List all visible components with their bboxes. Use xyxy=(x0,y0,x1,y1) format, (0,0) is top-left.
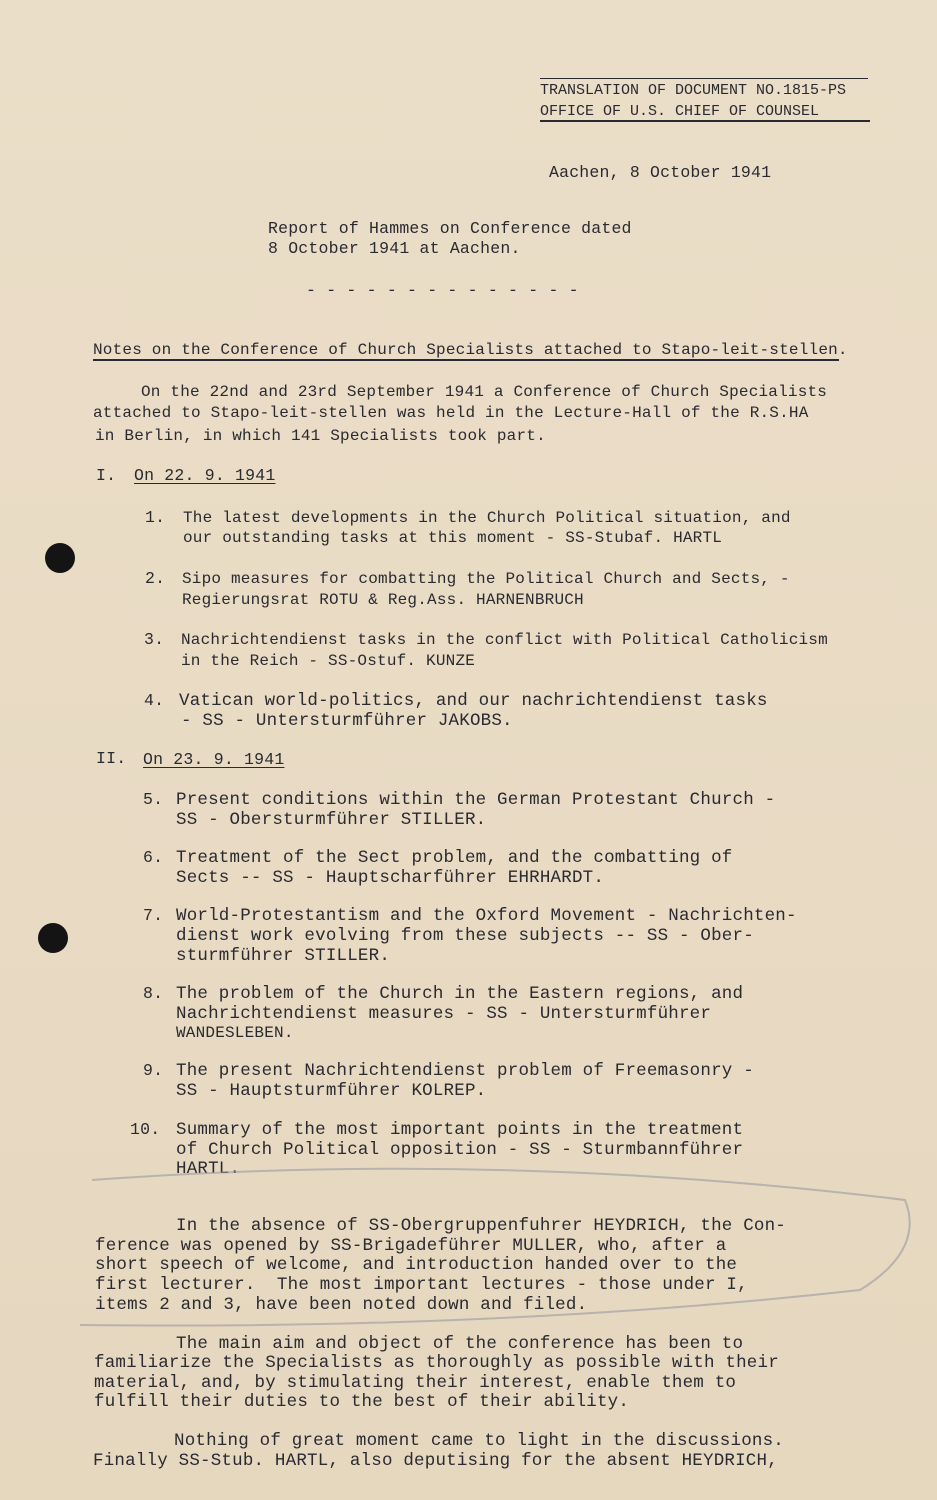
para-1-line-1: In the absence of SS-Obergruppenfuhrer HEYDRICH, the Con- xyxy=(176,1216,786,1236)
section-1-date: On 22. 9. 1941 xyxy=(134,466,276,485)
para-2-line-1: The main aim and object of the conference has been to xyxy=(176,1334,744,1354)
item-7-number: 7. xyxy=(143,906,164,925)
intro-line-2: attached to Stapo-leit-stellen was held in the Lecture-Hall of the R.S.HA xyxy=(93,404,809,422)
item-5-line-1: Present conditions within the German Protestant Church - xyxy=(176,790,776,810)
item-9-line-2: SS - Hauptsturmführer KOLREP. xyxy=(176,1081,487,1101)
item-3-number: 3. xyxy=(144,630,165,649)
item-3-line-2: in the Reich - SS-Ostuf. KUNZE xyxy=(181,652,476,670)
item-7-line-3: sturmführer STILLER. xyxy=(176,946,391,966)
item-7-line-1: World-Protestantism and the Oxford Movement - Nachrichten- xyxy=(176,906,797,926)
item-6-line-1: Treatment of the Sect problem, and the combatting of xyxy=(176,848,733,868)
para-3-line-1: Nothing of great moment came to light in the discussions. xyxy=(174,1431,784,1451)
notes-heading: Notes on the Conference of Church Specialists attached to Stapo-leit-stellen. xyxy=(93,341,848,359)
item-8-line-2: Nachrichtendienst measures - SS - Untersturmführer xyxy=(176,1004,712,1024)
punch-hole-top xyxy=(45,543,75,573)
punch-hole-bottom xyxy=(38,923,68,953)
para-2-line-4: fulfill their duties to the best of their ability. xyxy=(94,1392,630,1412)
para-2-line-2: familiarize the Specialists as thoroughly as possible with their xyxy=(94,1353,779,1373)
separator-dashes: - - - - - - - - - - - - - - xyxy=(306,281,579,300)
section-2-numeral: II. xyxy=(96,749,127,768)
para-1-line-4: first lecturer. The most important lectures - those under I, xyxy=(95,1275,748,1295)
item-5-line-2: SS - Obersturmführer STILLER. xyxy=(176,810,487,830)
notes-heading-underline xyxy=(93,359,839,361)
office-header: OFFICE OF U.S. CHIEF OF COUNSEL xyxy=(540,103,820,120)
item-1-line-2: our outstanding tasks at this moment - SS-Stubaf. HARTL xyxy=(183,529,723,547)
intro-line-1: On the 22nd and 23rd September 1941 a Conference of Church Specialists xyxy=(141,383,828,401)
item-10-number: 10. xyxy=(130,1120,161,1139)
section-1-numeral: I. xyxy=(96,466,117,485)
para-1-line-2: ference was opened by SS-Brigadeführer MULLER, who, after a xyxy=(95,1236,727,1256)
item-9-number: 9. xyxy=(143,1061,164,1080)
item-2-line-2: Regierungsrat ROTU & Reg.Ass. HARNENBRUCH xyxy=(182,591,584,609)
item-4-number: 4. xyxy=(144,691,165,710)
item-2-number: 2. xyxy=(145,569,166,588)
item-6-number: 6. xyxy=(143,848,164,867)
item-5-number: 5. xyxy=(143,790,164,809)
section-2-date: On 23. 9. 1941 xyxy=(143,750,285,769)
item-10-line-1: Summary of the most important points in the treatment xyxy=(176,1120,744,1140)
header-rule-bottom xyxy=(540,120,870,122)
item-10-line-3: HARTL. xyxy=(176,1159,241,1179)
item-7-line-2: dienst work evolving from these subjects -- SS - Ober- xyxy=(176,926,754,946)
para-1-line-5: items 2 and 3, have been noted down and filed. xyxy=(95,1295,588,1315)
header-rule-top xyxy=(540,78,868,79)
item-1-number: 1. xyxy=(145,508,166,527)
para-2-line-3: material, and, by stimulating their interest, enable them to xyxy=(94,1373,737,1393)
translation-header: TRANSLATION OF DOCUMENT NO.1815-PS xyxy=(540,82,847,99)
intro-line-3: in Berlin, in which 141 Specialists took part. xyxy=(95,427,546,445)
item-3-line-1: Nachrichtendienst tasks in the conflict with Political Catholicism xyxy=(181,631,828,649)
report-title-line-2: 8 October 1941 at Aachen. xyxy=(268,239,521,258)
report-title-line-1: Report of Hammes on Conference dated xyxy=(268,219,632,238)
para-3-line-2: Finally SS-Stub. HARTL, also deputising for the absent HEYDRICH, xyxy=(93,1451,778,1471)
item-8-number: 8. xyxy=(143,984,164,1003)
place-date: Aachen, 8 October 1941 xyxy=(549,163,772,182)
item-4-line-2: - SS - Untersturmführer JAKOBS. xyxy=(181,711,513,731)
item-10-line-2: of Church Political opposition - SS - Sturmbannführer xyxy=(176,1140,744,1160)
item-2-line-1: Sipo measures for combatting the Political Church and Sects, - xyxy=(182,570,790,588)
para-1-line-3: short speech of welcome, and introduction handed over to the xyxy=(95,1255,738,1275)
item-6-line-2: Sects -- SS - Hauptscharführer EHRHARDT. xyxy=(176,868,605,888)
item-8-line-1: The problem of the Church in the Eastern regions, and xyxy=(176,984,744,1004)
item-4-line-1: Vatican world-politics, and our nachrichtendienst tasks xyxy=(179,691,768,711)
item-1-line-1: The latest developments in the Church Political situation, and xyxy=(183,509,791,527)
item-8-line-3: WANDESLEBEN. xyxy=(176,1024,294,1042)
item-9-line-1: The present Nachrichtendienst problem of Freemasonry - xyxy=(176,1061,754,1081)
